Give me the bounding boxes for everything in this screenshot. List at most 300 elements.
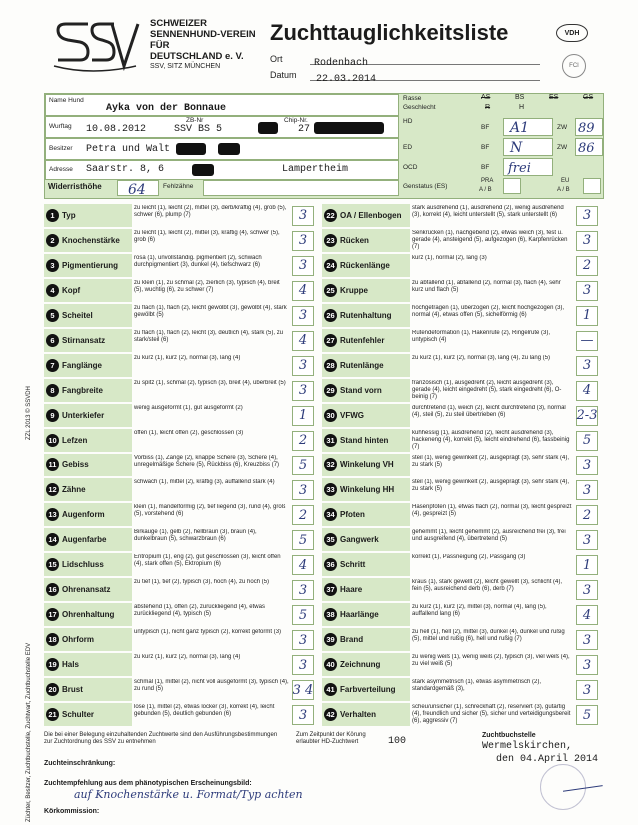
criterion-row <box>322 703 602 726</box>
criterion-label-cell <box>322 603 410 626</box>
criterion-label-cell <box>322 454 410 477</box>
criterion-name: Schulter <box>62 710 95 720</box>
chip-label: Chip-Nr. <box>284 117 308 124</box>
criterion-label-cell <box>44 503 132 526</box>
criterion-number: 34 <box>324 508 337 521</box>
criterion-score-box[interactable] <box>576 231 598 251</box>
criterion-label-cell <box>322 379 410 402</box>
criterion-name: VFWG <box>340 410 364 420</box>
zw-label: Zum Zeitpunkt der Körung erlaubter HD-Zuchtwert <box>296 732 366 745</box>
eu-label: EU <box>561 178 570 184</box>
criterion-score-box[interactable] <box>292 680 314 700</box>
criterion-label-cell <box>44 354 132 377</box>
criterion-name: Haare <box>340 585 363 595</box>
ort-field[interactable] <box>310 52 540 69</box>
criterion-row <box>322 204 602 227</box>
ed-label: ED <box>403 144 413 151</box>
criterion-name: Ohrform <box>62 635 94 645</box>
criterion-row <box>44 703 318 726</box>
criterion-name: Farbverteilung <box>340 685 396 695</box>
criterion-score: 3 <box>298 208 308 224</box>
hd-zw: ZW <box>557 124 568 131</box>
zw1-box[interactable] <box>575 118 603 136</box>
criterion-score: 3 <box>582 208 592 224</box>
criterion-score-box[interactable] <box>576 605 598 625</box>
criterion-row <box>44 304 318 327</box>
criterion-options: untypisch (1), nicht ganz typisch (2), korrekt geformt (3) <box>134 629 282 636</box>
criterion-label-cell <box>44 528 132 551</box>
criterion-name: Gebiss <box>62 460 89 470</box>
criterion-score: 4 <box>582 607 592 623</box>
criterion-score-box[interactable] <box>576 356 598 376</box>
criterion-label-cell <box>322 678 410 701</box>
side-note-top: ZZL 2013 © SSVDH <box>26 386 32 440</box>
zw-value: 100 <box>388 736 407 747</box>
criterion-score: 4 <box>298 333 308 349</box>
criterion-score-box[interactable] <box>292 356 314 376</box>
criterion-options: korrekt (1), Passneigung (2), Passgang (3) <box>412 554 526 561</box>
criterion-number: 27 <box>324 334 337 347</box>
criterion-options: durchtretend (1), weich (2), leicht durchtretend (3), normal (4), steil (5), zu steil übertrieben (6) <box>412 404 566 418</box>
ed-value: N <box>510 140 523 156</box>
criterion-number: 17 <box>46 608 59 621</box>
criterion-score: 3 <box>298 383 308 399</box>
criterion-name: Winkelung VH <box>340 460 394 470</box>
criterion-name: Rutenlänge <box>340 360 384 370</box>
criterion-score-box[interactable] <box>292 505 314 525</box>
criterion-score: 4 <box>298 557 308 573</box>
criterion-options: zu wenig weiß (1), wenig weiß (2), typisch (3), viel weiß (4), zu viel weiß (5) <box>412 654 570 668</box>
criterion-row <box>322 578 602 601</box>
criterion-score: 4 <box>298 283 308 299</box>
wurftag-value[interactable]: 10.08.2012 <box>86 124 147 135</box>
criterion-score: — <box>580 333 594 349</box>
criterion-options: schwach (1), mittel (2), kräftig (3), auffallend stark (4) <box>134 479 275 486</box>
criterion-score-box[interactable] <box>576 505 598 525</box>
criterion-row <box>322 379 602 402</box>
criterion-score-box[interactable] <box>292 406 314 426</box>
criterion-score-box[interactable] <box>576 580 598 600</box>
criterion-number: 12 <box>46 483 59 496</box>
criterion-score-box[interactable] <box>576 655 598 675</box>
criterion-number: 8 <box>46 384 59 397</box>
name-value: Ayka von der Bonnaue <box>106 103 227 114</box>
criterion-row <box>322 404 602 427</box>
datum-label: Datum <box>270 70 297 80</box>
criterion-name: Pigmentierung <box>62 260 119 270</box>
criterion-score: 3 <box>582 582 592 598</box>
criterion-score: 3 <box>582 632 592 648</box>
club-line-1: SCHWEIZER <box>150 18 207 29</box>
rasse-label: Rasse <box>403 95 422 102</box>
criterion-score-box[interactable] <box>292 306 314 326</box>
criterion-label-cell <box>322 404 410 427</box>
criterion-row <box>322 454 602 477</box>
criterion-options: Rutendeformation (1), Hakenrute (2), Ringelrute (3), untypisch (4) <box>412 329 551 343</box>
criterion-score-box[interactable] <box>576 480 598 500</box>
criterion-score-box[interactable] <box>292 630 314 650</box>
criterion-label-cell <box>322 329 410 352</box>
club-logo <box>52 18 142 76</box>
criterion-name: Knochenstärke <box>62 235 120 245</box>
stelle-value: Wermelskirchen, <box>482 741 573 752</box>
criterion-row <box>44 279 318 302</box>
criterion-name: Pfoten <box>340 510 365 520</box>
criterion-score: 3 <box>582 358 592 374</box>
criterion-number: 36 <box>324 558 337 571</box>
zw2-value: 86 <box>578 141 595 156</box>
criterion-score: 3 <box>582 283 592 299</box>
criterion-name: Winkelung HH <box>340 485 395 495</box>
criterion-score-box[interactable] <box>576 306 598 326</box>
criterion-label-cell <box>44 279 132 302</box>
criterion-score-box[interactable] <box>292 655 314 675</box>
criterion-score-box[interactable] <box>292 331 314 351</box>
kommission-label: Körkommission: <box>44 808 100 815</box>
criterion-score-box[interactable] <box>292 431 314 451</box>
criterion-label-cell <box>322 204 410 227</box>
criterion-number: 31 <box>324 434 337 447</box>
zw2-box[interactable] <box>575 138 603 156</box>
criterion-name: Ohrenhaltung <box>62 610 115 620</box>
name-label: Name Hund <box>49 97 84 104</box>
criterion-number: 3 <box>46 259 59 272</box>
criterion-score: 3 <box>298 582 308 598</box>
stelle-label: Zuchtbuchstelle <box>482 732 536 739</box>
criterion-score-box[interactable] <box>576 630 598 650</box>
wurftag-label: Wurftag <box>49 123 72 130</box>
criterion-score: 5 <box>298 457 308 473</box>
criterion-options: wenig ausgeformt (1), gut ausgeformt (2) <box>134 404 243 411</box>
criterion-options: zu flach (1), flach (2), leicht (3), deutlich (4), stark (5), zu stark/steil (6) <box>134 329 284 343</box>
criterion-number: 26 <box>324 309 337 322</box>
criterion-number: 25 <box>324 284 337 297</box>
eu-box[interactable] <box>583 178 601 194</box>
rasse-gs[interactable]: GS <box>583 94 594 101</box>
criterion-number: 38 <box>324 608 337 621</box>
criterion-score-box[interactable] <box>292 256 314 276</box>
besitzer-label: Besitzer <box>49 145 73 152</box>
criterion-number: 30 <box>324 409 337 422</box>
side-note-bottom: Züchter, Besitzer, Zuchtbuchstelle, Zuchtwart, Zuchtbuchstelle EDV <box>26 642 32 822</box>
criterion-number: 33 <box>324 483 337 496</box>
criterion-label-cell <box>44 229 132 252</box>
criterion-options: schmal (1), mittel (2), nicht voll ausgeformt (3), typisch (4), zu rund (5) <box>134 679 289 693</box>
hd-value: A1 <box>510 120 530 136</box>
criterion-score-box[interactable] <box>576 456 598 476</box>
criterion-score-box[interactable] <box>576 555 598 575</box>
wurftag-row <box>45 116 399 138</box>
empf-label: Zuchtempfehlung aus dem phänotypischen Erscheinungsbild: <box>44 780 252 787</box>
criterion-name: Stand vorn <box>340 385 382 395</box>
criterion-name: Zähne <box>62 485 86 495</box>
criterion-options: stark asymmetrisch (1), etwas asymmetrisch (2), standardgemäß (3), <box>412 679 542 693</box>
criterion-number: 19 <box>46 658 59 671</box>
criterion-label-cell <box>322 304 410 327</box>
criterion-label-cell <box>322 528 410 551</box>
criterion-name: Kruppe <box>340 285 368 295</box>
criterion-row <box>44 478 318 501</box>
criterion-number: 29 <box>324 384 337 397</box>
ocd-value-box[interactable] <box>503 158 553 176</box>
ocd-value: frei <box>508 161 531 176</box>
criterion-options: zu tief (1), tief (2), typisch (3), hoch (4), zu hoch (5) <box>134 579 270 586</box>
criterion-row <box>44 503 318 526</box>
criterion-row <box>44 678 318 701</box>
criterion-number: 15 <box>46 558 59 571</box>
fci-text: FCI <box>569 63 579 69</box>
criterion-score-box[interactable] <box>576 705 598 725</box>
criterion-label-cell <box>44 329 132 352</box>
rasse-as[interactable]: AS <box>481 94 491 101</box>
criterion-options: rosa (1), unvollständig. pigmentiert (2), schwach durchpigmentiert (3), dunkel (4), tiefschwarz (6) <box>134 254 262 268</box>
criterion-name: Brust <box>62 685 83 695</box>
criterion-score-box[interactable] <box>292 605 314 625</box>
criterion-options: abstehend (1), offen (2), zurückliegend (4), etwas zurückliegend (4), typisch (5) <box>134 604 265 618</box>
criterion-score: 2 <box>582 258 592 274</box>
criterion-score: 5 <box>582 707 592 723</box>
geschlecht-r[interactable]: R <box>485 104 491 111</box>
criterion-label-cell <box>44 703 132 726</box>
criterion-score: 3 4 <box>292 682 314 698</box>
criterion-row <box>44 329 318 352</box>
hd-value-box[interactable] <box>503 118 553 136</box>
criterion-score: 3 <box>298 707 308 723</box>
criterion-score: 5 <box>582 433 592 449</box>
criterion-name: Stirnansatz <box>62 335 106 345</box>
criterion-name: Rutenhaltung <box>340 310 392 320</box>
criterion-score-box[interactable] <box>576 530 598 550</box>
criterion-options: zu leicht (1), leicht (2), mittel (3), kräftig (4), schwer (5), grob (6) <box>134 229 280 243</box>
pra-ab: A / B <box>479 187 492 193</box>
criterion-label-cell <box>322 703 410 726</box>
criterion-label-cell <box>44 204 132 227</box>
criterion-options: scheu/unsicher (1), schreckhaft (2), reserviert (3), gutartig (4), freundlich und sicher (5), sicher und verteidigungsbereit (6), aggressiv (7) <box>412 704 571 725</box>
criterion-row <box>322 528 602 551</box>
criterion-label-cell <box>322 478 410 501</box>
criterion-row <box>322 478 602 501</box>
criterion-number: 9 <box>46 409 59 422</box>
criterion-label-cell <box>44 379 132 402</box>
criterion-score: 3 <box>298 632 308 648</box>
criterion-options: Vorbiss (1), Zange (2), knappe Schere (3), Schere (4), unregelmäßige Schere (5), Rückbiss (6), Kreuzbiss (7) <box>134 454 280 468</box>
geschlecht-h[interactable]: H <box>519 104 525 111</box>
criterion-row <box>322 503 602 526</box>
criterion-score-box[interactable] <box>292 456 314 476</box>
criterion-score-box[interactable] <box>292 381 314 401</box>
criterion-label-cell <box>44 404 132 427</box>
criterion-score: 3 <box>298 358 308 374</box>
club-sub: SSV, SITZ MÜNCHEN <box>150 63 221 70</box>
criterion-number: 39 <box>324 633 337 646</box>
criterion-row <box>322 304 602 327</box>
adresse-city: Lampertheim <box>282 164 349 175</box>
criterion-row <box>322 678 602 701</box>
criterion-number: 21 <box>46 708 59 721</box>
criterion-row <box>44 653 318 676</box>
criterion-row <box>44 254 318 277</box>
criterion-name: OA / Ellenbogen <box>340 210 402 220</box>
criterion-score-box[interactable] <box>292 555 314 575</box>
criterion-label-cell <box>322 229 410 252</box>
criterion-name: Rückenlänge <box>340 260 390 270</box>
criterion-options: zu kurz (1), kurz (2), normal (3), lang (4), zu lang (5) <box>412 354 551 361</box>
criterion-options: zu abfallend (1), abfallend (2), normal (3), flach (4), sehr kurz und flach (5) <box>412 279 561 293</box>
criterion-number: 14 <box>46 533 59 546</box>
criterion-score-box[interactable] <box>576 680 598 700</box>
criterion-score: 3 <box>298 308 308 324</box>
adresse-field[interactable] <box>45 160 399 180</box>
criterion-number: 1 <box>46 209 59 222</box>
criterion-score-box[interactable] <box>292 480 314 500</box>
criterion-options: zu hell (1), hell (2), mittel (3), dunkel (4), dunkel und rußig (5), mittel und rußig (6), hell und rußig (7) <box>412 629 565 643</box>
criterion-score: 3 <box>298 657 308 673</box>
criterion-score: 2 <box>298 433 308 449</box>
criterion-options: Entropium (1), eng (2), gut geschlossen (3), leicht offen (4), stark offen (5), Ektropium (6) <box>134 554 281 568</box>
pra-box[interactable] <box>503 178 521 194</box>
criterion-name: Lidschluss <box>62 560 104 570</box>
criterion-number: 2 <box>46 234 59 247</box>
ocd-bf: BF <box>481 164 490 171</box>
criterion-score-box[interactable] <box>292 705 314 725</box>
criterion-label-cell <box>44 678 132 701</box>
criterion-score-box[interactable] <box>292 281 314 301</box>
besitzer-field[interactable] <box>45 138 399 160</box>
ed-bf: BF <box>481 144 490 151</box>
criterion-score: 1 <box>298 408 308 424</box>
criterion-label-cell <box>322 354 410 377</box>
criterion-options: kuhhessig (1), ausdrehend (2), leicht ausdrehend (3), hackeneng (4), korrekt (5), leicht eindrehend (6), fassbeinig (7) <box>412 429 570 450</box>
criterion-score: 2 <box>298 507 308 523</box>
name-field[interactable] <box>45 94 399 116</box>
criterion-label-cell <box>322 653 410 676</box>
criterion-options: hochgetragen (1), überzogen (2), leicht hochgezogen (3), normal (4), etwas offen (5), sichelförmig (6) <box>412 304 565 318</box>
criterion-number: 42 <box>324 708 337 721</box>
criterion-options: französisch (1), ausgedreht (2), leicht ausgedreht (3), gerade (4), leicht eingedreht (5), stark eingedreht (6), O-beinig (7) <box>412 379 562 400</box>
criterion-number: 32 <box>324 458 337 471</box>
criterion-row <box>44 229 318 252</box>
ocd-label: OCD <box>403 164 418 171</box>
criterion-name: Schritt <box>340 560 366 570</box>
ort-label: Ort <box>270 54 283 64</box>
adresse-value: Saarstr. 8, 6 <box>86 164 165 175</box>
criterion-score: 4 <box>582 383 592 399</box>
redaction <box>258 122 278 134</box>
criterion-score: 1 <box>582 308 592 324</box>
footer-section <box>44 732 602 825</box>
criterion-number: 37 <box>324 583 337 596</box>
vdh-text: VDH <box>564 29 580 37</box>
criterion-number: 16 <box>46 583 59 596</box>
criterion-name: Augenform <box>62 510 105 520</box>
datum-value: 22.03.2014 <box>316 74 377 85</box>
zbnr-value[interactable]: SSV BS 5 <box>174 124 223 135</box>
ed-value-box[interactable] <box>503 138 553 156</box>
criterion-row <box>44 204 318 227</box>
genstatus-label: Genstatus (ES) <box>403 183 448 190</box>
zw1-value: 89 <box>578 121 595 136</box>
criterion-score-box[interactable] <box>292 580 314 600</box>
widerrist-value: 64 <box>128 182 146 198</box>
criterion-score: 2 <box>582 507 592 523</box>
criterion-options: zu kurz (1), kurz (2), normal (3), lang (4) <box>134 654 241 661</box>
criterion-label-cell <box>322 553 410 576</box>
criterion-name: Rutenfehler <box>340 335 385 345</box>
criterion-options: zu spitz (1), schmal (2), typisch (3), breit (4), überbreit (5) <box>134 379 286 386</box>
criterion-score: 3 <box>582 532 592 548</box>
criterion-score: 3 <box>582 233 592 249</box>
adresse-label: Adresse <box>49 166 73 173</box>
criterion-row <box>44 578 318 601</box>
criterion-score-box[interactable] <box>576 406 598 426</box>
criterion-label-cell <box>44 603 132 626</box>
criterion-row <box>44 379 318 402</box>
criterion-score-box[interactable] <box>292 530 314 550</box>
redaction <box>176 143 206 155</box>
datum-field[interactable] <box>310 68 540 85</box>
criterion-row <box>44 454 318 477</box>
criterion-name: Rücken <box>340 235 369 245</box>
criterion-label-cell <box>44 429 132 452</box>
criterion-score-box[interactable] <box>576 381 598 401</box>
criterion-label-cell <box>44 454 132 477</box>
criterion-score-box[interactable] <box>576 281 598 301</box>
criterion-score-box[interactable] <box>576 206 598 226</box>
rasse-bs[interactable]: BS <box>515 94 525 101</box>
criterion-name: Kopf <box>62 285 81 295</box>
rasse-es[interactable]: ES <box>549 94 559 101</box>
criterion-row <box>322 329 602 352</box>
criterion-options: kurz (1), normal (2), lang (3) <box>412 254 487 261</box>
hd-label: HD <box>403 118 413 125</box>
fehlzahne-label: Fehlzähne <box>163 183 194 190</box>
criterion-options: gehemmt (1), leicht gehemmt (2), ausreichend frei (3), frei und ausgreifend (4), übertretend (5) <box>412 529 566 543</box>
empf-value[interactable]: auf Knochenstärke u. Format/Typ achten <box>74 788 303 801</box>
criterion-row <box>322 279 602 302</box>
criterion-score-box[interactable] <box>576 331 598 351</box>
criterion-score: 5 <box>298 607 308 623</box>
criterion-score: 3 <box>582 657 592 673</box>
criterion-score-box[interactable] <box>292 231 314 251</box>
criterion-name: Zeichnung <box>340 660 381 670</box>
criterion-name: Haarlänge <box>340 610 379 620</box>
criterion-label-cell <box>44 478 132 501</box>
widerrist-box[interactable] <box>117 180 159 196</box>
criterion-score-box[interactable] <box>292 206 314 226</box>
club-line-3: FÜR <box>150 40 170 51</box>
criterion-name: Fangbreite <box>62 385 103 395</box>
fci-logo <box>562 54 586 78</box>
criterion-name: Brand <box>340 635 364 645</box>
criterion-options: stark ausdrehend (1), ausdrehend (2), wenig ausdrehend (3), korrekt (4), leicht unterstellt (5), stark unterstellt (6) <box>412 205 564 218</box>
criterion-row <box>44 528 318 551</box>
criterion-score: 2-3 <box>576 408 598 424</box>
fehlzahne-box[interactable] <box>203 180 399 196</box>
form-title: Zuchttauglichkeitsliste <box>270 20 509 45</box>
criterion-score-box[interactable] <box>576 256 598 276</box>
criterion-name: Typ <box>62 210 76 220</box>
criterion-row <box>322 603 602 626</box>
criterion-label-cell <box>44 578 132 601</box>
stelle-date: den 04.April 2014 <box>496 754 599 765</box>
redaction <box>314 122 384 134</box>
criterion-label-cell <box>322 578 410 601</box>
chip-value[interactable]: 27 <box>298 124 311 135</box>
criterion-number: 6 <box>46 334 59 347</box>
criterion-label-cell <box>44 254 132 277</box>
geschlecht-label: Geschlecht <box>403 104 436 111</box>
criterion-score-box[interactable] <box>576 431 598 451</box>
